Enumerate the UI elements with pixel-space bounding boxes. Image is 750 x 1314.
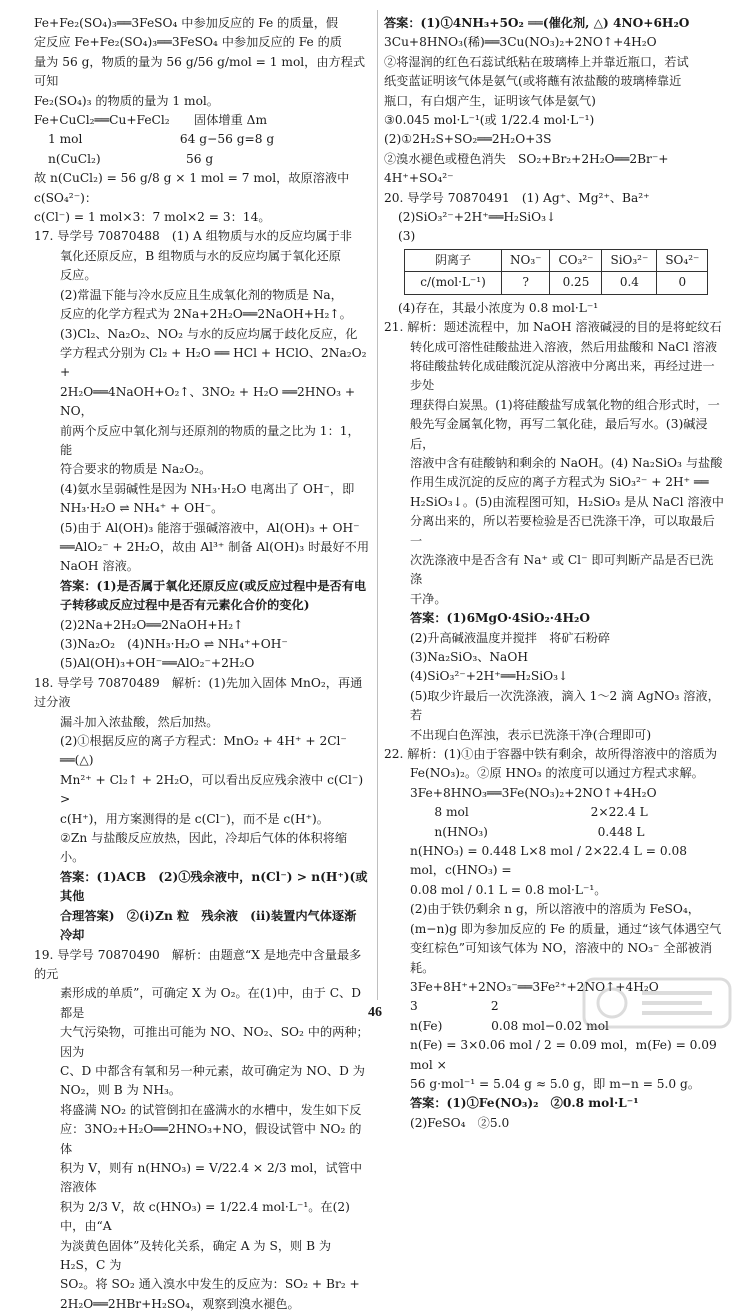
text-line: 0.08 mol / 0.1 L = 0.8 mol·L⁻¹。: [384, 881, 724, 900]
watermark-logo-icon: [582, 975, 732, 1031]
question-19-answer: [384, 14, 724, 189]
text-line: 2H₂O══4NaOH+O₂↑、3NO₂ + H₂O ══2HNO₃ + NO，: [34, 383, 370, 422]
text-line: 理获得白炭黑。(1)将硅酸盐写成氧化物的组合形式时，一: [384, 396, 724, 415]
text-line: (4)存在，其最小浓度为 0.8 mol·L⁻¹: [384, 299, 724, 318]
text-line: 积为 V，则有 n(HNO₃) = V/22.4 × 2/3 mol，试管中溶液体: [34, 1159, 370, 1198]
answer-line: ②溴水褪色或橙色消失 SO₂+Br₂+2H₂O══2Br⁻+: [384, 150, 724, 169]
text-line: 将盛满 NO₂ 的试管倒扣在盛满水的水槽中，发生如下反: [34, 1101, 370, 1120]
table-cell: c/(mol·L⁻¹): [405, 272, 502, 294]
text-line: 为淡黄色固体”及转化关系，确定 A 为 S，则 B 为 H₂S，C 为: [34, 1237, 370, 1276]
text-line: 前两个反应中氧化剂与还原剂的物质的量之比为 1：1，能: [34, 422, 370, 461]
answer-line: (5)Al(OH)₃+OH⁻══AlO₂⁻+2H₂O: [34, 654, 370, 673]
text-line: 作用生成沉淀的反应的离子方程式为 SiO₃²⁻ + 2H⁺ ══: [384, 473, 724, 492]
question-heading: 22. 解析：(1)①由于容器中铁有剩余，故所得溶液中的溶质为: [384, 745, 724, 764]
text-line: ②Zn 与盐酸反应放热，因此，冷却后气体的体积将缩小。: [34, 829, 370, 868]
question-heading: 21. 解析：题述流程中，加 NaOH 溶液碱浸的目的是将蛇纹石: [384, 318, 724, 337]
question-19: [34, 946, 370, 1314]
question-heading: 20. 导学号 70870491 (1) Ag⁺、Mg²⁺、Ba²⁺: [384, 189, 724, 208]
text-line: 故 n(CuCl₂) = 56 g/8 g × 1 mol = 7 mol，故原溶液中 c(SO₄²⁻)：: [34, 169, 370, 208]
text-line: 分离出来的，所以若要检验是否已洗涤干净，可以取最后一: [384, 512, 724, 551]
question-22: [384, 745, 724, 1133]
text-line: (3)Cl₂、Na₂O₂、NO₂ 与水的反应均属于歧化反应，化: [34, 325, 370, 344]
text-line: (4)氨水呈弱碱性是因为 NH₃·H₂O 电离出了 OH⁻，即: [34, 480, 370, 499]
left-column: [34, 14, 370, 1314]
text-line: 次洗涤液中是否含有 Na⁺ 或 Cl⁻ 即可判断产品是否已洗涤: [384, 551, 724, 590]
equation-line: 1 mol 64 g−56 g=8 g: [34, 130, 370, 149]
table-row: [405, 272, 708, 294]
text-line: 将硅酸盐转化成硅酸沉淀从溶液中分离出来，再经过进一步处: [384, 357, 724, 396]
text-line: 漏斗加入浓盐酸，然后加热。: [34, 713, 370, 732]
text-line: NO₂，则 B 为 NH₃。: [34, 1081, 370, 1100]
text-line: (2)由于铁仍剩余 n g，所以溶液中的溶质为 FeSO₄，: [384, 900, 724, 919]
answer-line: 3Cu+8HNO₃(稀)══3Cu(NO₃)₂+2NO↑+4H₂O: [384, 33, 724, 52]
text-line: n(HNO₃) = 0.448 L×8 mol / 2×22.4 L = 0.08 mol，c(HNO₃) =: [384, 842, 724, 881]
question-heading: 18. 导学号 70870489 解析：(1)先加入固体 MnO₂，再通过分液: [34, 674, 370, 713]
text-line: (m−n)g 即为参加反应的 Fe 的质量，通过“该气体遇空气: [384, 920, 724, 939]
text-line: C、D 中都含有氧和另一种元素，故可确定为 NO、D 为: [34, 1062, 370, 1081]
text-line: (2)常温下能与冷水反应且生成氧化剂的物质是 Na，: [34, 286, 370, 305]
answer-line: 合理答案) ②(ⅰ)Zn 粒 残余液 (ⅱ)装置内气体逐渐: [34, 907, 370, 926]
text-line: 量为 56 g，物质的量为 56 g/56 g/mol = 1 mol，由方程式可知: [34, 53, 370, 92]
text-line: Mn²⁺ + Cl₂↑ + 2H₂O，可以看出反应残余液中 c(Cl⁻) >: [34, 771, 370, 810]
answer-line: ②将湿润的红色石蕊试纸粘在玻璃棒上并靠近瓶口，若试: [384, 53, 724, 72]
right-column: [384, 14, 724, 1133]
table-cell: 0.4: [602, 272, 657, 294]
text-line: 大气污染物，可推出可能为 NO、NO₂、SO₂ 中的两种；因为: [34, 1023, 370, 1062]
table-header-cell: NO₃⁻: [502, 249, 550, 271]
question-20: [384, 189, 724, 318]
table-cell: ?: [502, 272, 550, 294]
text-line: (5)由于 Al(OH)₃ 能溶于强碱溶液中，Al(OH)₃ + OH⁻: [34, 519, 370, 538]
column-divider: [377, 10, 378, 1000]
equation-line: 8 mol 2×22.4 L: [384, 803, 724, 822]
text-line: 变红棕色”可知该气体为 NO，溶液中的 NO₃⁻ 全部被消耗。: [384, 939, 724, 978]
text-line: NH₃·H₂O ⇌ NH₄⁺ + OH⁻。: [34, 499, 370, 518]
table-header-cell: SO₄²⁻: [657, 249, 708, 271]
equation-line: n(CuCl₂) 56 g: [34, 150, 370, 169]
table-header-row: [405, 249, 708, 271]
answer-line: 瓶口，有白烟产生，证明该气体是氨气): [384, 92, 724, 111]
text-line: SO₂。将 SO₂ 通入溴水中发生的反应为：SO₂ + Br₂ +: [34, 1275, 370, 1294]
equation-line: 3Fe+8H⁺+2NO₃⁻══3Fe²⁺+2NO↑+4H₂O: [384, 978, 724, 997]
text-line: NaOH 溶液。: [34, 557, 370, 576]
text-line: 氧化还原反应，B 组物质与水的反应均属于氧化还原: [34, 247, 370, 266]
text-line: Fe₂(SO₄)₃ 的物质的量为 1 mol。: [34, 92, 370, 111]
question-17: [34, 227, 370, 673]
answer-line: (2)2Na+2H₂O══2NaOH+H₂↑: [34, 616, 370, 635]
answer-line: (3)Na₂O₂ (4)NH₃·H₂O ⇌ NH₄⁺+OH⁻: [34, 635, 370, 654]
text-line: c(Cl⁻) = 1 mol×3：7 mol×2 = 3：14。: [34, 208, 370, 227]
text-line: 转化成可溶性硅酸盐进入溶液，然后用盐酸和 NaCl 溶液: [384, 338, 724, 357]
text-line: 素形成的单质”，可确定 X 为 O₂。在(1)中，由于 C、D 都是: [34, 984, 370, 1023]
text-line: (3): [384, 227, 724, 246]
table-cell: 0: [657, 272, 708, 294]
answer-line: 冷却: [34, 926, 370, 945]
answer-line: 纸变蓝证明该气体是氨气(或将蘸有浓盐酸的玻璃棒靠近: [384, 72, 724, 91]
table-header-cell: SiO₃²⁻: [602, 249, 657, 271]
equation-line: 3Fe+8HNO₃══3Fe(NO₃)₂+2NO↑+4H₂O: [384, 784, 724, 803]
text-line: ══AlO₂⁻ + 2H₂O，故由 Al³⁺ 制备 Al(OH)₃ 时最好不用: [34, 538, 370, 557]
answer-line: ③0.045 mol·L⁻¹(或 1/22.4 mol·L⁻¹): [384, 111, 724, 130]
text-line: H₂SiO₃↓。(5)由流程图可知，H₂SiO₃ 是从 NaCl 溶液中: [384, 493, 724, 512]
text-line: 学方程式分别为 Cl₂ + H₂O ══ HCl + HClO、2Na₂O₂ +: [34, 344, 370, 383]
question-heading: 17. 导学号 70870488 (1) A 组物质与水的反应均属于非: [34, 227, 370, 246]
text-line: Fe+Fe₂(SO₄)₃══3FeSO₄ 中参加反应的 Fe 的质量，假: [34, 14, 370, 33]
text-line: (2)SiO₃²⁻+2H⁺══H₂SiO₃↓: [384, 208, 724, 227]
text-line: 般先写金属氧化物，再写二氧化硅，最后写水。(3)碱浸后，: [384, 415, 724, 454]
answer-line: 答案：(1)是否属于氧化还原反应(或反应过程中是否有电: [34, 577, 370, 596]
text-line: 积为 2/3 V，故 c(HNO₃) = 1/22.4 mol·L⁻¹。在(2)中，由“A: [34, 1198, 370, 1237]
table-header-cell: CO₃²⁻: [550, 249, 602, 271]
answer-line: 4H⁺+SO₄²⁻: [384, 169, 724, 188]
text-line: 应：3NO₂+H₂O══2HNO₃+NO，假设试管中 NO₂ 的体: [34, 1120, 370, 1159]
equation-line: Fe+CuCl₂══Cu+FeCl₂ 固体增重 Δm: [34, 111, 370, 130]
text-line: 56 g·mol⁻¹ = 5.04 g ≈ 5.0 g，即 m−n = 5.0 g。: [384, 1075, 724, 1094]
text-line: c(H⁺)，用方案测得的是 c(Cl⁻)，而不是 c(H⁺)。: [34, 810, 370, 829]
text-line: 定反应 Fe+Fe₂(SO₄)₃══3FeSO₄ 中参加反应的 Fe 的质: [34, 33, 370, 52]
text-line: 干净。: [384, 590, 724, 609]
answer-line: (2)①2H₂S+SO₂══2H₂O+3S: [384, 130, 724, 149]
question-heading: 19. 导学号 70870490 解析：由题意“X 是地壳中含量最多的元: [34, 946, 370, 985]
table-cell: 0.25: [550, 272, 602, 294]
answer-line: 不出现白色浑浊，表示已洗涤干净(合理即可): [384, 726, 724, 745]
text-line: 符合要求的物质是 Na₂O₂。: [34, 460, 370, 479]
answer-line: (3)Na₂SiO₃、NaOH: [384, 648, 724, 667]
text-line: 2H₂O══2HBr+H₂SO₄，观察到溴水褪色。: [34, 1295, 370, 1314]
answer-line: (2)FeSO₄ ②5.0: [384, 1114, 724, 1133]
answer-line: (2)升高碱液温度并搅拌 将矿石粉碎: [384, 629, 724, 648]
answer-line: 答案：(1)①4NH₃+5O₂ ══(催化剂, △) 4NO+6H₂O: [384, 14, 724, 33]
ion-concentration-table: [404, 249, 708, 295]
text-line: n(Fe) = 3×0.06 mol / 2 = 0.09 mol，m(Fe) = 0.09 mol ×: [384, 1036, 724, 1075]
equation-line: n(Fe) 0.08 mol−0.02 mol: [384, 1017, 724, 1036]
table-header-cell: 阴离子: [405, 249, 502, 271]
text-line: 反应的化学方程式为 2Na+2H₂O══2NaOH+H₂↑。: [34, 305, 370, 324]
text-line: Fe(NO₃)₂。②原 HNO₃ 的浓度可以通过方程式求解。: [384, 764, 724, 783]
text-line: (2)①根据反应的离子方程式：MnO₂ + 4H⁺ + 2Cl⁻ ══(△): [34, 732, 370, 771]
answer-line: (5)取少许最后一次洗涤液，滴入 1～2 滴 AgNO₃ 溶液，若: [384, 687, 724, 726]
answer-line: 答案：(1)ACB (2)①残余液中，n(Cl⁻) > n(H⁺)(或其他: [34, 868, 370, 907]
page-number: 46: [0, 1005, 750, 1021]
answer-line: 答案：(1)6MgO·4SiO₂·4H₂O: [384, 609, 724, 628]
question-18: [34, 674, 370, 946]
answer-line: 子转移或反应过程中是否有元素化合价的变化): [34, 596, 370, 615]
text-line: 反应。: [34, 266, 370, 285]
answer-line: (4)SiO₃²⁻+2H⁺══H₂SiO₃↓: [384, 667, 724, 686]
answer-line: 答案：(1)①Fe(NO₃)₂ ②0.8 mol·L⁻¹: [384, 1094, 724, 1113]
text-line: 溶液中含有硅酸钠和剩余的 NaOH。(4) Na₂SiO₃ 与盐酸: [384, 454, 724, 473]
equation-line: n(HNO₃) 0.448 L: [384, 823, 724, 842]
equation-line: 3 2: [384, 997, 724, 1016]
question-21: [384, 318, 724, 745]
